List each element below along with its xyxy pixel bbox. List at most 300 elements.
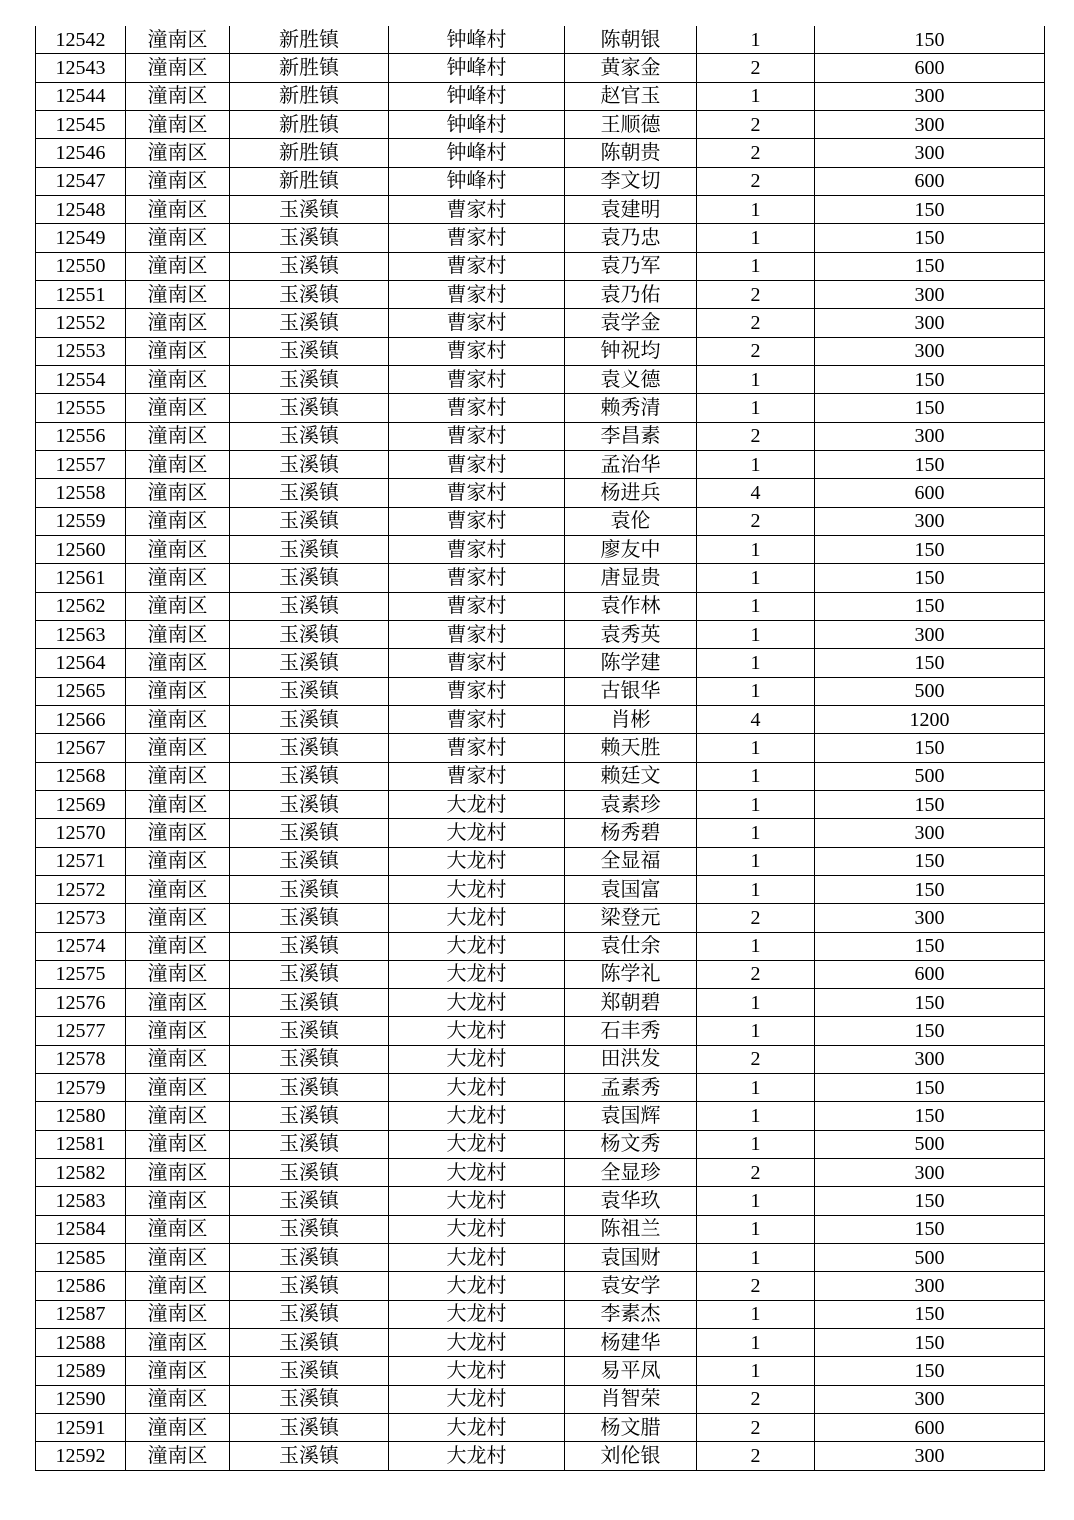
town-cell: 玉溪镇 [230, 592, 389, 620]
table-row [36, 139, 1045, 167]
village-cell: 曹家村 [389, 280, 565, 308]
town-cell: 玉溪镇 [230, 904, 389, 932]
amount-cell: 150 [815, 26, 1045, 54]
district-cell: 潼南区 [126, 705, 230, 733]
household-count-cell: 1 [697, 450, 815, 478]
district-cell: 潼南区 [126, 139, 230, 167]
household-count-cell: 1 [697, 989, 815, 1017]
amount-cell: 500 [815, 677, 1045, 705]
serial-number-cell: 12588 [36, 1329, 126, 1357]
amount-cell: 150 [815, 195, 1045, 223]
district-cell: 潼南区 [126, 337, 230, 365]
table-row [36, 507, 1045, 535]
household-count-cell: 2 [697, 1385, 815, 1413]
household-count-cell: 1 [697, 82, 815, 110]
serial-number-cell: 12571 [36, 847, 126, 875]
household-count-cell: 1 [697, 1357, 815, 1385]
name-cell: 李文切 [565, 167, 697, 195]
name-cell: 杨文腊 [565, 1414, 697, 1442]
town-cell: 玉溪镇 [230, 1074, 389, 1102]
town-cell: 玉溪镇 [230, 847, 389, 875]
town-cell: 玉溪镇 [230, 734, 389, 762]
serial-number-cell: 12574 [36, 932, 126, 960]
town-cell: 玉溪镇 [230, 1244, 389, 1272]
name-cell: 袁伦 [565, 507, 697, 535]
amount-cell: 600 [815, 479, 1045, 507]
table-row [36, 1215, 1045, 1243]
serial-number-cell: 12543 [36, 54, 126, 82]
district-cell: 潼南区 [126, 819, 230, 847]
town-cell: 玉溪镇 [230, 422, 389, 450]
amount-cell: 600 [815, 167, 1045, 195]
serial-number-cell: 12555 [36, 394, 126, 422]
district-cell: 潼南区 [126, 1215, 230, 1243]
table-row [36, 1300, 1045, 1328]
town-cell: 玉溪镇 [230, 1385, 389, 1413]
village-cell: 曹家村 [389, 677, 565, 705]
table-row [36, 592, 1045, 620]
name-cell: 袁仕余 [565, 932, 697, 960]
town-cell: 玉溪镇 [230, 564, 389, 592]
household-count-cell: 1 [697, 1215, 815, 1243]
district-cell: 潼南区 [126, 82, 230, 110]
town-cell: 玉溪镇 [230, 309, 389, 337]
amount-cell: 300 [815, 507, 1045, 535]
household-count-cell: 1 [697, 790, 815, 818]
amount-cell: 150 [815, 224, 1045, 252]
serial-number-cell: 12548 [36, 195, 126, 223]
table-row [36, 1414, 1045, 1442]
district-cell: 潼南区 [126, 1300, 230, 1328]
table-row [36, 932, 1045, 960]
name-cell: 袁华玖 [565, 1187, 697, 1215]
village-cell: 曹家村 [389, 394, 565, 422]
serial-number-cell: 12549 [36, 224, 126, 252]
amount-cell: 300 [815, 280, 1045, 308]
serial-number-cell: 12552 [36, 309, 126, 337]
amount-cell: 300 [815, 1272, 1045, 1300]
town-cell: 玉溪镇 [230, 989, 389, 1017]
village-cell: 大龙村 [389, 1102, 565, 1130]
amount-cell: 150 [815, 1187, 1045, 1215]
district-cell: 潼南区 [126, 224, 230, 252]
table-row [36, 649, 1045, 677]
serial-number-cell: 12570 [36, 819, 126, 847]
district-cell: 潼南区 [126, 110, 230, 138]
serial-number-cell: 12585 [36, 1244, 126, 1272]
table-row [36, 1385, 1045, 1413]
serial-number-cell: 12573 [36, 904, 126, 932]
household-count-cell: 2 [697, 904, 815, 932]
name-cell: 陈朝银 [565, 26, 697, 54]
name-cell: 易平凤 [565, 1357, 697, 1385]
district-cell: 潼南区 [126, 195, 230, 223]
village-cell: 大龙村 [389, 1385, 565, 1413]
name-cell: 李昌素 [565, 422, 697, 450]
household-count-cell: 1 [697, 1017, 815, 1045]
name-cell: 古银华 [565, 677, 697, 705]
table-row [36, 1074, 1045, 1102]
table-row [36, 734, 1045, 762]
amount-cell: 300 [815, 1385, 1045, 1413]
district-cell: 潼南区 [126, 1329, 230, 1357]
table-row [36, 875, 1045, 903]
village-cell: 曹家村 [389, 337, 565, 365]
table-row [36, 110, 1045, 138]
village-cell: 钟峰村 [389, 139, 565, 167]
village-cell: 曹家村 [389, 649, 565, 677]
village-cell: 曹家村 [389, 592, 565, 620]
serial-number-cell: 12577 [36, 1017, 126, 1045]
serial-number-cell: 12553 [36, 337, 126, 365]
serial-number-cell: 12584 [36, 1215, 126, 1243]
district-cell: 潼南区 [126, 649, 230, 677]
district-cell: 潼南区 [126, 875, 230, 903]
village-cell: 曹家村 [389, 365, 565, 393]
amount-cell: 600 [815, 960, 1045, 988]
serial-number-cell: 12554 [36, 365, 126, 393]
village-cell: 大龙村 [389, 1414, 565, 1442]
table-row [36, 280, 1045, 308]
table-row [36, 26, 1045, 54]
table-row [36, 564, 1045, 592]
amount-cell: 150 [815, 1102, 1045, 1130]
village-cell: 大龙村 [389, 1244, 565, 1272]
district-cell: 潼南区 [126, 507, 230, 535]
district-cell: 潼南区 [126, 26, 230, 54]
amount-cell: 150 [815, 564, 1045, 592]
name-cell: 廖友中 [565, 535, 697, 563]
town-cell: 玉溪镇 [230, 365, 389, 393]
town-cell: 玉溪镇 [230, 479, 389, 507]
district-cell: 潼南区 [126, 1130, 230, 1158]
serial-number-cell: 12581 [36, 1130, 126, 1158]
household-count-cell: 1 [697, 620, 815, 648]
table-row [36, 1017, 1045, 1045]
name-cell: 杨文秀 [565, 1130, 697, 1158]
amount-cell: 300 [815, 337, 1045, 365]
district-cell: 潼南区 [126, 1385, 230, 1413]
village-cell: 大龙村 [389, 790, 565, 818]
district-cell: 潼南区 [126, 1187, 230, 1215]
serial-number-cell: 12575 [36, 960, 126, 988]
name-cell: 石丰秀 [565, 1017, 697, 1045]
table-row [36, 252, 1045, 280]
district-cell: 潼南区 [126, 904, 230, 932]
serial-number-cell: 12561 [36, 564, 126, 592]
district-cell: 潼南区 [126, 422, 230, 450]
household-count-cell: 1 [697, 677, 815, 705]
serial-number-cell: 12556 [36, 422, 126, 450]
town-cell: 玉溪镇 [230, 450, 389, 478]
serial-number-cell: 12559 [36, 507, 126, 535]
amount-cell: 150 [815, 394, 1045, 422]
serial-number-cell: 12545 [36, 110, 126, 138]
district-cell: 潼南区 [126, 1045, 230, 1073]
household-count-cell: 2 [697, 1272, 815, 1300]
amount-cell: 150 [815, 734, 1045, 762]
serial-number-cell: 12578 [36, 1045, 126, 1073]
village-cell: 大龙村 [389, 1272, 565, 1300]
town-cell: 玉溪镇 [230, 1414, 389, 1442]
village-cell: 大龙村 [389, 1215, 565, 1243]
serial-number-cell: 12566 [36, 705, 126, 733]
name-cell: 郑朝碧 [565, 989, 697, 1017]
village-cell: 大龙村 [389, 1357, 565, 1385]
household-count-cell: 1 [697, 564, 815, 592]
data-table [35, 26, 1045, 1471]
town-cell: 玉溪镇 [230, 507, 389, 535]
serial-number-cell: 12567 [36, 734, 126, 762]
table-row [36, 847, 1045, 875]
name-cell: 杨建华 [565, 1329, 697, 1357]
serial-number-cell: 12544 [36, 82, 126, 110]
household-count-cell: 1 [697, 592, 815, 620]
amount-cell: 300 [815, 1442, 1045, 1470]
amount-cell: 1200 [815, 705, 1045, 733]
name-cell: 袁乃军 [565, 252, 697, 280]
table-row [36, 309, 1045, 337]
village-cell: 钟峰村 [389, 82, 565, 110]
table-row [36, 762, 1045, 790]
table-row [36, 705, 1045, 733]
town-cell: 玉溪镇 [230, 1159, 389, 1187]
table-row [36, 167, 1045, 195]
household-count-cell: 2 [697, 960, 815, 988]
town-cell: 玉溪镇 [230, 705, 389, 733]
household-count-cell: 2 [697, 1159, 815, 1187]
household-count-cell: 1 [697, 734, 815, 762]
household-count-cell: 1 [697, 932, 815, 960]
district-cell: 潼南区 [126, 677, 230, 705]
town-cell: 玉溪镇 [230, 1329, 389, 1357]
serial-number-cell: 12542 [36, 26, 126, 54]
household-count-cell: 2 [697, 280, 815, 308]
household-count-cell: 1 [697, 1187, 815, 1215]
amount-cell: 300 [815, 82, 1045, 110]
table-row [36, 1159, 1045, 1187]
district-cell: 潼南区 [126, 1159, 230, 1187]
village-cell: 大龙村 [389, 1442, 565, 1470]
village-cell: 曹家村 [389, 762, 565, 790]
village-cell: 曹家村 [389, 705, 565, 733]
district-cell: 潼南区 [126, 1357, 230, 1385]
amount-cell: 150 [815, 649, 1045, 677]
household-count-cell: 1 [697, 224, 815, 252]
amount-cell: 300 [815, 422, 1045, 450]
table-row [36, 1130, 1045, 1158]
village-cell: 大龙村 [389, 1300, 565, 1328]
household-count-cell: 1 [697, 535, 815, 563]
household-count-cell: 2 [697, 110, 815, 138]
name-cell: 赖廷文 [565, 762, 697, 790]
serial-number-cell: 12589 [36, 1357, 126, 1385]
household-count-cell: 2 [697, 422, 815, 450]
district-cell: 潼南区 [126, 932, 230, 960]
name-cell: 袁学金 [565, 309, 697, 337]
name-cell: 钟祝均 [565, 337, 697, 365]
district-cell: 潼南区 [126, 1272, 230, 1300]
amount-cell: 500 [815, 1244, 1045, 1272]
serial-number-cell: 12547 [36, 167, 126, 195]
name-cell: 袁建明 [565, 195, 697, 223]
village-cell: 钟峰村 [389, 110, 565, 138]
amount-cell: 300 [815, 620, 1045, 648]
table-row [36, 82, 1045, 110]
name-cell: 袁国辉 [565, 1102, 697, 1130]
district-cell: 潼南区 [126, 1414, 230, 1442]
village-cell: 曹家村 [389, 422, 565, 450]
district-cell: 潼南区 [126, 1017, 230, 1045]
town-cell: 玉溪镇 [230, 1187, 389, 1215]
serial-number-cell: 12579 [36, 1074, 126, 1102]
name-cell: 赖天胜 [565, 734, 697, 762]
town-cell: 玉溪镇 [230, 762, 389, 790]
household-count-cell: 1 [697, 1329, 815, 1357]
name-cell: 肖彬 [565, 705, 697, 733]
household-count-cell: 1 [697, 1244, 815, 1272]
table-row [36, 677, 1045, 705]
district-cell: 潼南区 [126, 1102, 230, 1130]
town-cell: 玉溪镇 [230, 1017, 389, 1045]
district-cell: 潼南区 [126, 960, 230, 988]
town-cell: 新胜镇 [230, 139, 389, 167]
village-cell: 曹家村 [389, 734, 565, 762]
village-cell: 曹家村 [389, 535, 565, 563]
district-cell: 潼南区 [126, 620, 230, 648]
town-cell: 玉溪镇 [230, 677, 389, 705]
amount-cell: 300 [815, 110, 1045, 138]
village-cell: 大龙村 [389, 1045, 565, 1073]
village-cell: 曹家村 [389, 507, 565, 535]
household-count-cell: 1 [697, 1102, 815, 1130]
serial-number-cell: 12569 [36, 790, 126, 818]
serial-number-cell: 12587 [36, 1300, 126, 1328]
table-row [36, 960, 1045, 988]
district-cell: 潼南区 [126, 365, 230, 393]
table-row [36, 819, 1045, 847]
district-cell: 潼南区 [126, 564, 230, 592]
serial-number-cell: 12564 [36, 649, 126, 677]
town-cell: 玉溪镇 [230, 932, 389, 960]
name-cell: 袁乃忠 [565, 224, 697, 252]
district-cell: 潼南区 [126, 847, 230, 875]
name-cell: 肖智荣 [565, 1385, 697, 1413]
amount-cell: 150 [815, 875, 1045, 903]
name-cell: 刘伦银 [565, 1442, 697, 1470]
table-row [36, 1187, 1045, 1215]
town-cell: 新胜镇 [230, 54, 389, 82]
district-cell: 潼南区 [126, 1442, 230, 1470]
name-cell: 袁秀英 [565, 620, 697, 648]
household-count-cell: 1 [697, 26, 815, 54]
table-body [36, 26, 1045, 1470]
serial-number-cell: 12592 [36, 1442, 126, 1470]
town-cell: 玉溪镇 [230, 1045, 389, 1073]
serial-number-cell: 12586 [36, 1272, 126, 1300]
table-row [36, 904, 1045, 932]
name-cell: 袁国财 [565, 1244, 697, 1272]
village-cell: 大龙村 [389, 1130, 565, 1158]
village-cell: 钟峰村 [389, 167, 565, 195]
district-cell: 潼南区 [126, 280, 230, 308]
town-cell: 玉溪镇 [230, 535, 389, 563]
village-cell: 大龙村 [389, 819, 565, 847]
household-count-cell: 1 [697, 847, 815, 875]
table-row [36, 54, 1045, 82]
district-cell: 潼南区 [126, 309, 230, 337]
name-cell: 全显珍 [565, 1159, 697, 1187]
amount-cell: 300 [815, 1159, 1045, 1187]
amount-cell: 500 [815, 762, 1045, 790]
district-cell: 潼南区 [126, 1244, 230, 1272]
village-cell: 钟峰村 [389, 26, 565, 54]
village-cell: 曹家村 [389, 195, 565, 223]
amount-cell: 150 [815, 1017, 1045, 1045]
amount-cell: 150 [815, 1329, 1045, 1357]
household-count-cell: 2 [697, 507, 815, 535]
village-cell: 曹家村 [389, 224, 565, 252]
serial-number-cell: 12557 [36, 450, 126, 478]
serial-number-cell: 12551 [36, 280, 126, 308]
table-row [36, 394, 1045, 422]
table-row [36, 479, 1045, 507]
table-row [36, 1244, 1045, 1272]
serial-number-cell: 12546 [36, 139, 126, 167]
town-cell: 新胜镇 [230, 167, 389, 195]
table-row [36, 1357, 1045, 1385]
household-count-cell: 4 [697, 479, 815, 507]
village-cell: 曹家村 [389, 309, 565, 337]
amount-cell: 150 [815, 450, 1045, 478]
district-cell: 潼南区 [126, 167, 230, 195]
serial-number-cell: 12550 [36, 252, 126, 280]
village-cell: 曹家村 [389, 450, 565, 478]
town-cell: 玉溪镇 [230, 1442, 389, 1470]
amount-cell: 150 [815, 790, 1045, 818]
serial-number-cell: 12563 [36, 620, 126, 648]
serial-number-cell: 12565 [36, 677, 126, 705]
amount-cell: 150 [815, 1357, 1045, 1385]
name-cell: 孟治华 [565, 450, 697, 478]
district-cell: 潼南区 [126, 450, 230, 478]
household-count-cell: 1 [697, 1130, 815, 1158]
table-row [36, 620, 1045, 648]
village-cell: 大龙村 [389, 1187, 565, 1215]
amount-cell: 150 [815, 1215, 1045, 1243]
table-row [36, 1045, 1045, 1073]
amount-cell: 300 [815, 904, 1045, 932]
household-count-cell: 1 [697, 195, 815, 223]
amount-cell: 300 [815, 1045, 1045, 1073]
name-cell: 赵官玉 [565, 82, 697, 110]
town-cell: 玉溪镇 [230, 819, 389, 847]
table-row [36, 1329, 1045, 1357]
town-cell: 玉溪镇 [230, 337, 389, 365]
amount-cell: 150 [815, 1074, 1045, 1102]
district-cell: 潼南区 [126, 592, 230, 620]
village-cell: 曹家村 [389, 620, 565, 648]
name-cell: 全显福 [565, 847, 697, 875]
name-cell: 李素杰 [565, 1300, 697, 1328]
town-cell: 玉溪镇 [230, 1357, 389, 1385]
household-count-cell: 1 [697, 649, 815, 677]
district-cell: 潼南区 [126, 54, 230, 82]
town-cell: 玉溪镇 [230, 1102, 389, 1130]
name-cell: 杨秀碧 [565, 819, 697, 847]
amount-cell: 150 [815, 847, 1045, 875]
table-row [36, 1102, 1045, 1130]
